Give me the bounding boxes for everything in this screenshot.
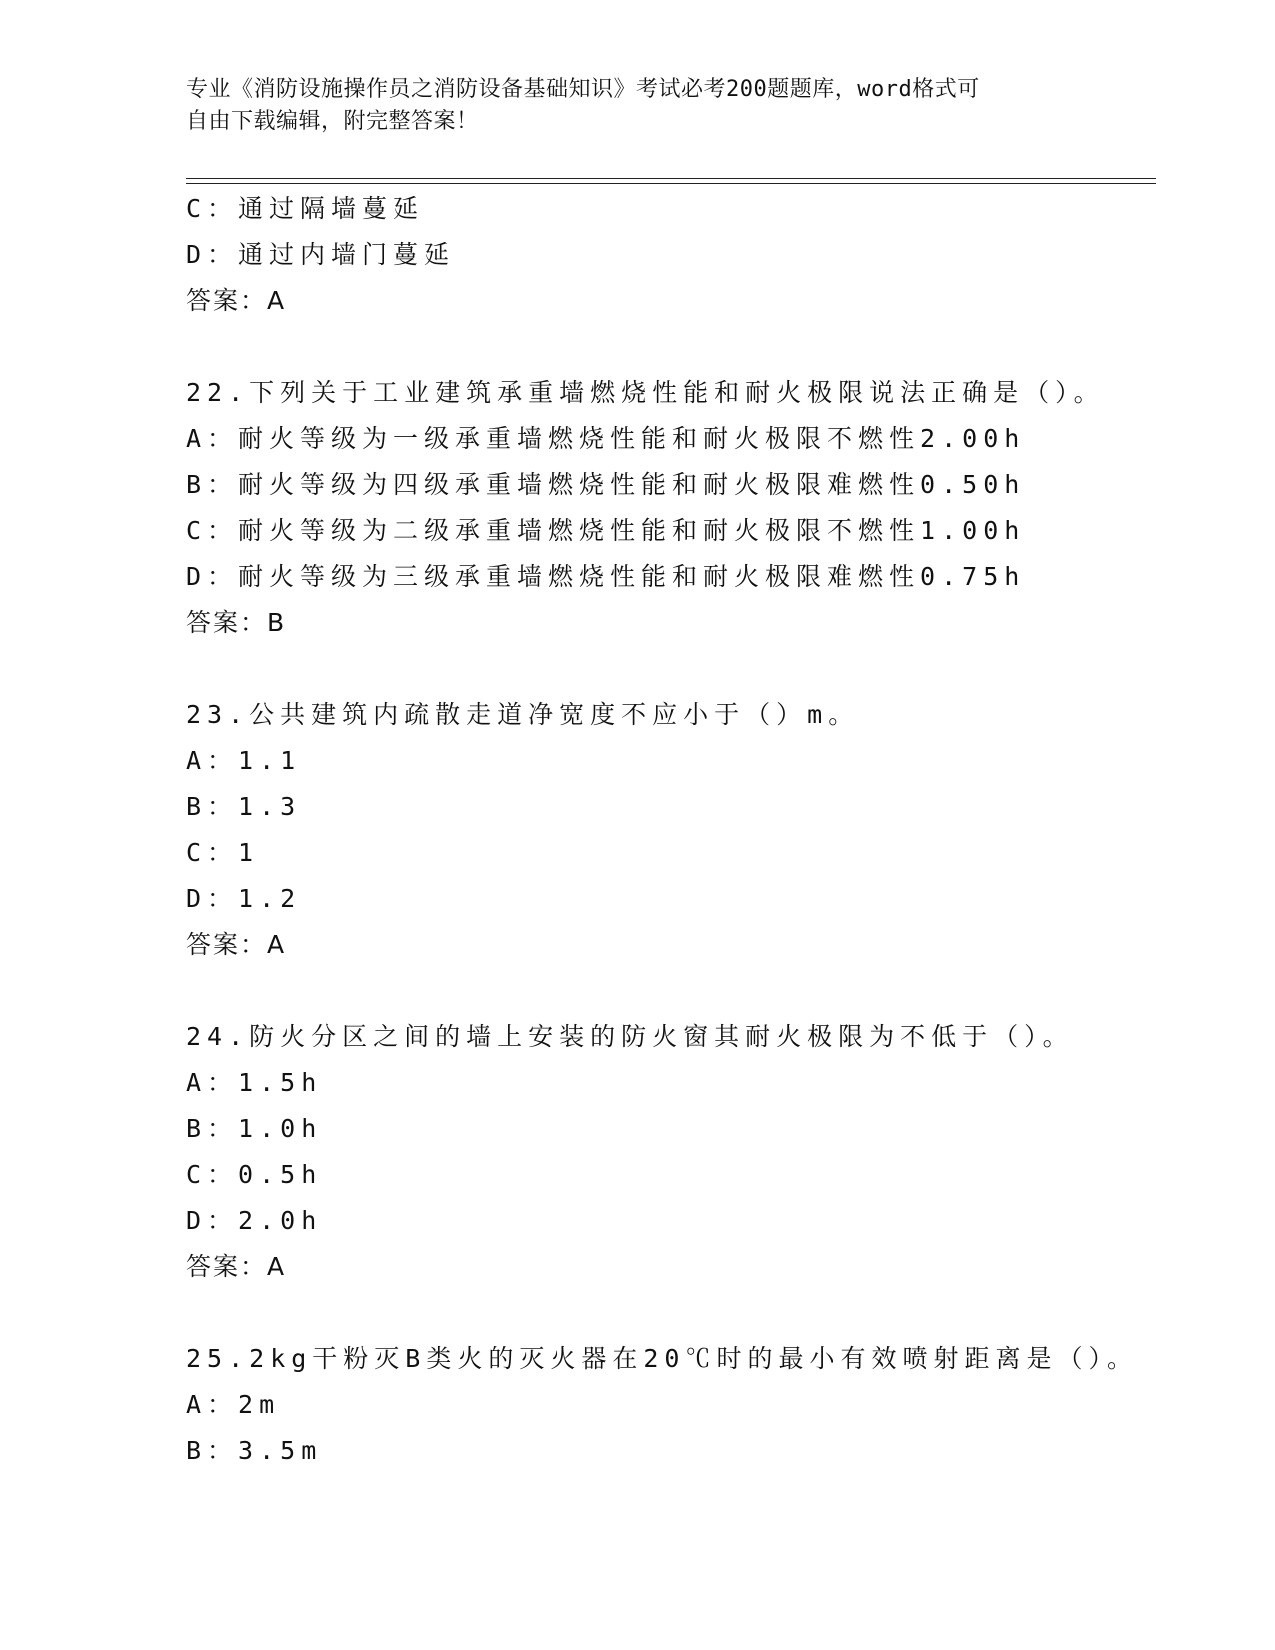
- header-divider-bottom: [186, 183, 1156, 184]
- option-d: D：2.0h: [186, 1206, 323, 1235]
- question-block-22: [186, 370, 1166, 646]
- option-b: B：3.5m: [186, 1436, 323, 1465]
- answer-line: 答案：A: [186, 1252, 287, 1281]
- question-block-23: [186, 692, 1166, 968]
- option-c: C：1: [186, 838, 260, 867]
- answer-line: 答案：A: [186, 930, 287, 959]
- option-c: C：0.5h: [186, 1160, 323, 1189]
- question-block-25: [186, 1336, 1166, 1474]
- option-a: A：耐火等级为一级承重墙燃烧性能和耐火极限不燃性2.00h: [186, 424, 1026, 453]
- option-b: B：1.3: [186, 792, 302, 821]
- document-header: [186, 74, 1066, 138]
- question-block-24: [186, 1014, 1166, 1290]
- option-c: C：通过隔墙蔓延: [186, 194, 425, 223]
- question-list: [186, 186, 1166, 1474]
- question-stem: 25.2kg干粉灭B类火的灭火器在20℃时的最小有效喷射距离是（）。: [186, 1344, 1138, 1373]
- option-b: B：耐火等级为四级承重墙燃烧性能和耐火极限难燃性0.50h: [186, 470, 1026, 499]
- question-block-21: [186, 186, 1166, 324]
- option-d: D：1.2: [186, 884, 302, 913]
- option-a: A：1.5h: [186, 1068, 323, 1097]
- option-a: A：2m: [186, 1390, 281, 1419]
- header-line-2: 自由下载编辑，附完整答案！: [186, 109, 479, 134]
- question-stem: 23.公共建筑内疏散走道净宽度不应小于（）m。: [186, 700, 860, 729]
- question-stem: 22.下列关于工业建筑承重墙燃烧性能和耐火极限说法正确是（）。: [186, 378, 1105, 407]
- option-d: D：耐火等级为三级承重墙燃烧性能和耐火极限难燃性0.75h: [186, 562, 1026, 591]
- header-divider-top: [186, 178, 1156, 179]
- header-line-1: 专业《消防设施操作员之消防设备基础知识》考试必考200题题库，word格式可: [186, 77, 980, 102]
- answer-line: 答案：B: [186, 608, 287, 637]
- question-stem: 24.防火分区之间的墙上安装的防火窗其耐火极限为不低于（）。: [186, 1022, 1074, 1051]
- option-c: C：耐火等级为二级承重墙燃烧性能和耐火极限不燃性1.00h: [186, 516, 1026, 545]
- option-b: B：1.0h: [186, 1114, 323, 1143]
- option-d: D：通过内墙门蔓延: [186, 240, 456, 269]
- option-a: A：1.1: [186, 746, 302, 775]
- answer-line: 答案：A: [186, 286, 287, 315]
